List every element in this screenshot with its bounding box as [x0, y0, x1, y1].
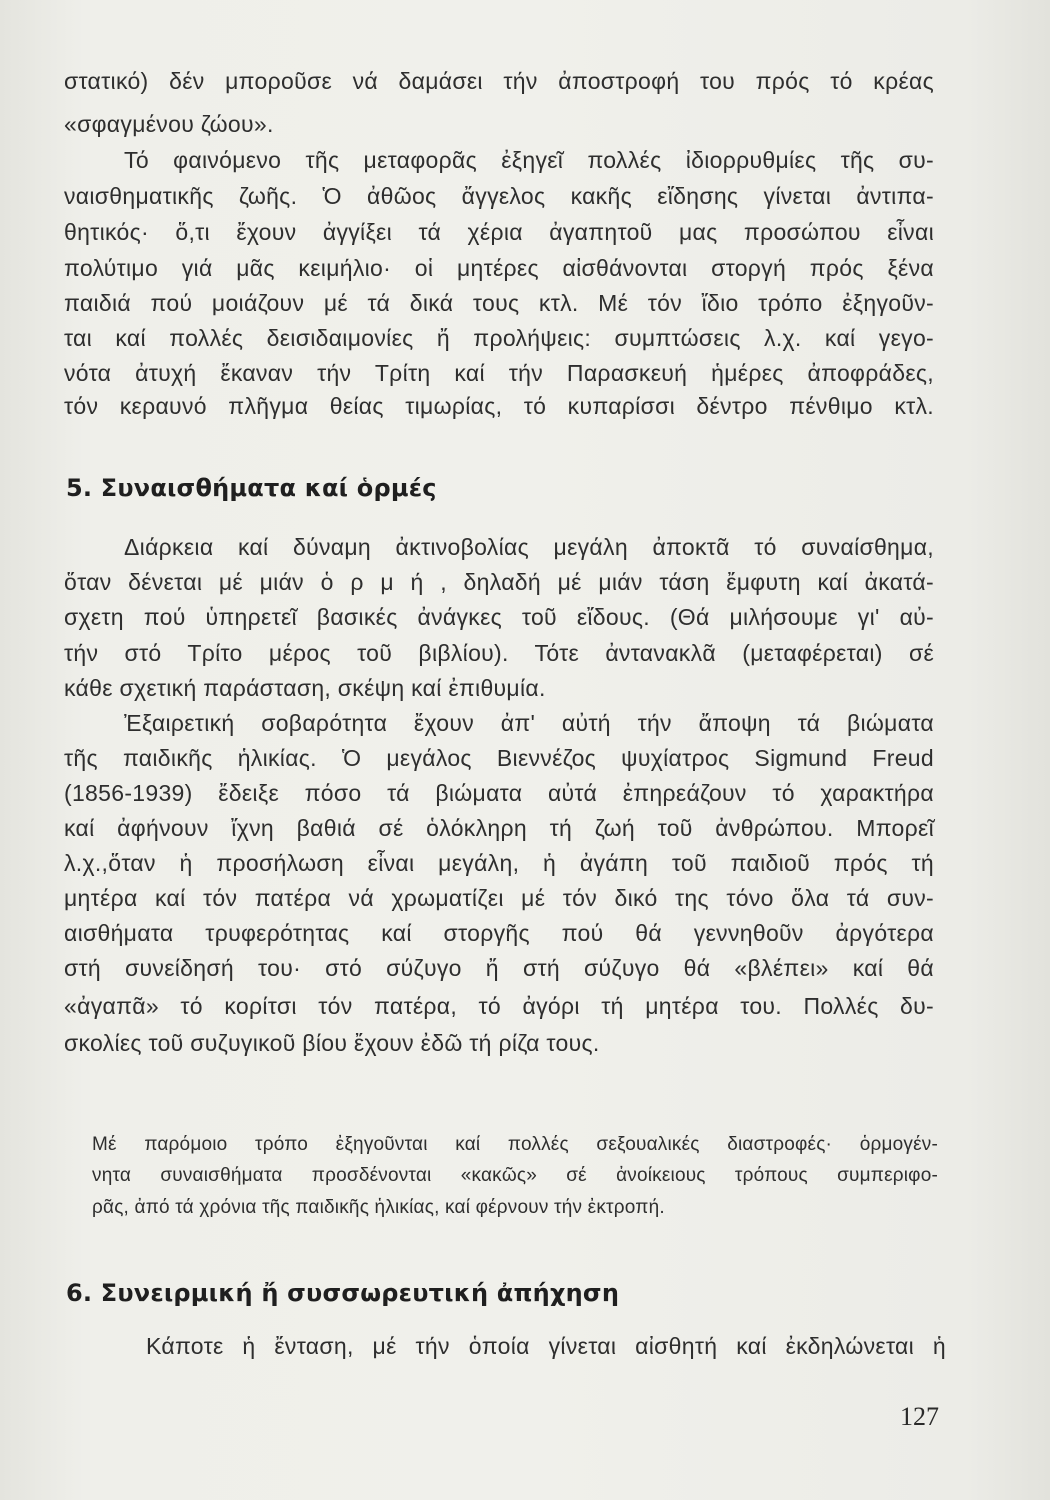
section-heading: 6. Συνειρμική ἤ συσσωρευτική ἀπήχηση	[66, 1279, 620, 1307]
text-line: «ἀγαπᾶ» τό κορίτσι τόν πατέρα, τό ἀγόρι τή μητέρα του. Πολλές δυ-	[64, 993, 934, 1019]
text-line: ὅταν δένεται μέ μιάν ὁ ρ μ ή , δηλαδή μέ μιάν τάση ἔμφυτη καί ἀκατά-	[64, 569, 934, 595]
text-line: σκολίες τοῦ συζυγικοῦ βίου ἔχουν ἐδῶ τή ρίζα τους.	[64, 1030, 600, 1056]
footnote-line: ρᾶς, ἀπό τά χρόνια τῆς παιδικῆς ἡλικίας, καί φέρνουν τήν ἐκτροπή.	[92, 1197, 665, 1218]
footnote-line: νητα συναισθήματα προσδένονται «κακῶς» σέ ἀνοίκειους τρόπους συμπεριφο-	[92, 1165, 938, 1186]
text-line: σχετη πού ὑπηρετεῖ βασικές ἀνάγκες τοῦ εἴδους. (Θά μιλήσουμε γι' αὐ-	[64, 604, 934, 630]
text-line: καί ἀφήνουν ἴχνη βαθιά σέ ὁλόκληρη τή ζωή τοῦ ἀνθρώπου. Μπορεῖ	[64, 815, 934, 841]
text-line: λ.χ.,ὅταν ἡ προσήλωση εἶναι μεγάλη, ἡ ἀγάπη τοῦ παιδιοῦ πρός τή	[64, 850, 934, 876]
text-line: Διάρκεια καί δύναμη ἀκτινοβολίας μεγάλη ἀποκτᾶ τό συναίσθημα,	[124, 534, 934, 560]
footnote-line: Μέ παρόμοιο τρόπο ἐξηγοῦνται καί πολλές σεξουαλικές διαστροφές· ὁρμογέν-	[92, 1134, 938, 1155]
text-line: Κάποτε ἡ ἔνταση, μέ τήν ὁποία γίνεται αἰσθητή καί ἐκδηλώνεται ἡ	[146, 1333, 946, 1359]
text-line: Τό φαινόμενο τῆς μεταφορᾶς ἐξηγεῖ πολλές ἰδιορρυθμίες τῆς συ-	[124, 147, 934, 173]
text-line: στατικό) δέν μποροῦσε νά δαμάσει τήν ἀποστροφή του πρός τό κρέας	[64, 68, 934, 94]
text-line: θητικός· ὅ,τι ἔχουν ἀγγίξει τά χέρια ἀγαπητοῦ μας προσώπου εἶναι	[64, 219, 934, 245]
text-line: μητέρα καί τόν πατέρα νά χρωματίζει μέ τόν δικό της τόνο ὅλα τά συν-	[64, 885, 934, 911]
page-number: 127	[900, 1402, 939, 1431]
text-line: τόν κεραυνό πλῆγμα θείας τιμωρίας, τό κυπαρίσσι δέντρο πένθιμο κτλ.	[64, 393, 934, 419]
text-line: αισθήματα τρυφερότητας καί στοργῆς πού θά γεννηθοῦν ἀργότερα	[64, 920, 934, 946]
text-line: παιδιά πού μοιάζουν μέ τά δικά τους κτλ. Μέ τόν ἴδιο τρόπο ἐξηγοῦν-	[64, 290, 934, 316]
text-line: Ἐξαιρετική σοβαρότητα ἔχουν ἀπ' αὐτή τήν ἄποψη τά βιώματα	[124, 710, 934, 736]
text-line: νότα ἀτυχή ἔκαναν τήν Τρίτη καί τήν Παρασκευή ἡμέρες ἀποφράδες,	[64, 360, 934, 386]
text-line: κάθε σχετική παράσταση, σκέψη καί ἐπιθυμία.	[64, 675, 546, 701]
section-heading: 5. Συναισθήματα καί ὁρμές	[66, 474, 437, 502]
text-line: (1856-1939) ἔδειξε πόσο τά βιώματα αὐτά ἐπηρεάζουν τό χαρακτήρα	[64, 780, 934, 806]
text-line: τήν στό Τρίτο μέρος τοῦ βιβλίου). Τότε ἀντανακλᾶ (μεταφέρεται) σέ	[64, 640, 934, 666]
text-line: ται καί πολλές δεισιδαιμονίες ἤ προλήψεις: συμπτώσεις λ.χ. καί γεγο-	[64, 325, 934, 351]
text-line: πολύτιμο γιά μᾶς κειμήλιο· οἱ μητέρες αἰσθάνονται στοργή πρός ξένα	[64, 255, 934, 281]
text-line: στή συνείδησή του· στό σύζυγο ἤ στή σύζυγο θά «βλέπει» καί θά	[64, 955, 934, 981]
text-line: ναισθηματικῆς ζωῆς. Ὁ ἀθῶος ἄγγελος κακῆς εἴδησης γίνεται ἀντιπα-	[64, 183, 934, 209]
text-line: τῆς παιδικῆς ἡλικίας. Ὁ μεγάλος Βιεννέζος ψυχίατρος Sigmund Freud	[64, 745, 934, 771]
text-line: «σφαγμένου ζώου».	[64, 111, 274, 137]
